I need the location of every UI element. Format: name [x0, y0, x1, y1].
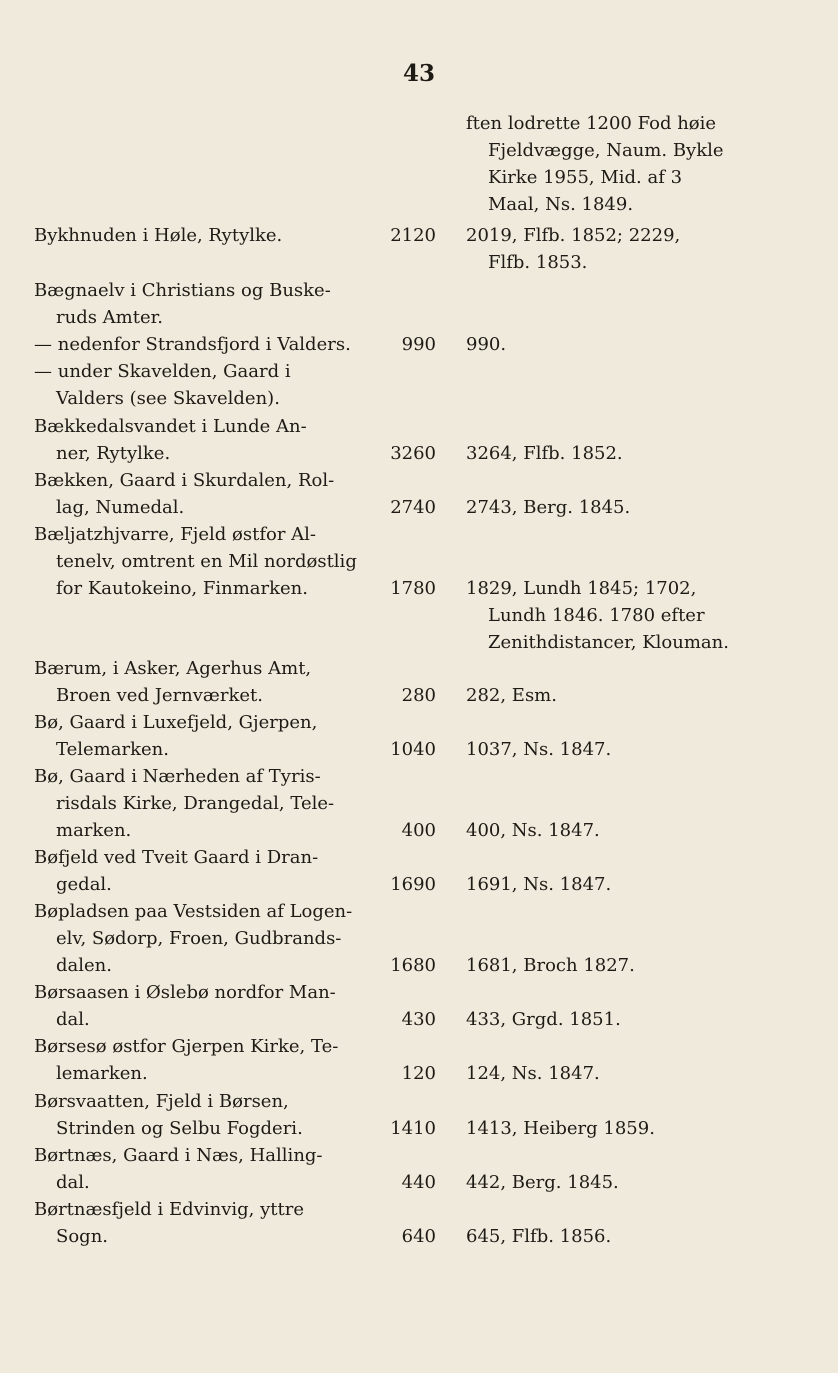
place-line: Bøfjeld ved Tveit Gaard i Dran- — [34, 847, 319, 868]
observation-line: 1681, Broch 1827. — [466, 955, 635, 976]
place-line: Børtnæs, Gaard i Næs, Halling- — [34, 1145, 323, 1166]
place-line: dalen. — [56, 955, 112, 976]
entry-observation — [466, 222, 766, 276]
place-line: Sogn. — [56, 1226, 109, 1247]
entry-observation — [466, 1060, 766, 1087]
observation-line: Fjeldvægge, Naum. Bykle — [488, 140, 724, 161]
place-line: Telemarken. — [56, 739, 169, 760]
entry-height: 2120 — [390, 225, 436, 246]
entry-observation — [466, 817, 766, 844]
place-line: lemarken. — [56, 1063, 148, 1084]
entry-place — [34, 655, 374, 709]
observation-line: 1829, Lundh 1845; 1702, — [466, 578, 697, 599]
entry-observation — [466, 1006, 766, 1033]
entry-height: 2740 — [390, 497, 436, 518]
entry-observation — [466, 1169, 766, 1196]
entry-place — [34, 898, 374, 979]
place-line: Børsesø østfor Gjerpen Kirke, Te- — [34, 1036, 339, 1057]
observation-line: 433, Grgd. 1851. — [466, 1009, 621, 1030]
place-line: Strinden og Selbu Fogderi. — [56, 1118, 303, 1139]
entry-place — [34, 521, 374, 602]
observation-line: 1037, Ns. 1847. — [466, 739, 612, 760]
entry-place — [34, 1088, 374, 1142]
entry-height: 120 — [401, 1063, 436, 1084]
observation-line: Kirke 1955, Mid. af 3 — [488, 167, 683, 188]
entry-height: 280 — [401, 685, 436, 706]
entry-place — [34, 709, 374, 763]
place-line: Børtnæsfjeld i Edvinvig, yttre — [34, 1199, 304, 1220]
place-line: ruds Amter. — [56, 307, 163, 328]
observation-line: 2019, Flfb. 1852; 2229, — [466, 225, 681, 246]
place-line: Bø, Gaard i Luxefjeld, Gjerpen, — [34, 712, 318, 733]
place-line: Bø, Gaard i Nærheden af Tyris- — [34, 766, 321, 787]
page-number: 43 — [402, 60, 435, 87]
entry-height: 990 — [401, 334, 436, 355]
entry-place — [34, 277, 374, 331]
observation-line: ften lodrette 1200 Fod høie — [466, 113, 717, 134]
entry-observation — [466, 331, 766, 358]
observation-line: 124, Ns. 1847. — [466, 1063, 600, 1084]
observation-line: 1413, Heiberg 1859. — [466, 1118, 655, 1139]
place-line: for Kautokeino, Finmarken. — [56, 578, 308, 599]
entry-observation — [466, 682, 766, 709]
observation-line: Lundh 1846. 1780 efter — [488, 605, 705, 626]
place-line: ner, Rytylke. — [56, 443, 171, 464]
place-line: Børsaasen i Øslebø nordfor Man- — [34, 982, 336, 1003]
place-line: gedal. — [56, 874, 112, 895]
entry-observation — [466, 736, 766, 763]
observation-line: 442, Berg. 1845. — [466, 1172, 619, 1193]
place-line: Bykhnuden i Høle, Rytylke. — [34, 225, 283, 246]
place-line: Bærum, i Asker, Agerhus Amt, — [34, 658, 312, 679]
entry-place — [34, 979, 374, 1033]
entry-place — [34, 1142, 374, 1196]
entry-height: 1780 — [390, 578, 436, 599]
place-line: marken. — [56, 820, 132, 841]
entry-place — [34, 222, 374, 249]
place-line: — nedenfor Strandsfjord i Valders. — [34, 334, 351, 355]
observation-line: Flfb. 1853. — [488, 252, 588, 273]
observation-line: 400, Ns. 1847. — [466, 820, 600, 841]
entry-observation — [466, 952, 766, 979]
place-line: Børsvaatten, Fjeld i Børsen, — [34, 1091, 289, 1112]
place-line: Broen ved Jernværket. — [56, 685, 263, 706]
place-line: Bæljatzhjvarre, Fjeld østfor Al- — [34, 524, 317, 545]
entry-place — [34, 358, 374, 412]
entry-height: 430 — [401, 1009, 436, 1030]
place-line: — under Skavelden, Gaard i — [34, 361, 291, 382]
entry-place — [34, 844, 374, 898]
observation-line: 990. — [466, 334, 507, 355]
entry-height: 400 — [401, 820, 436, 841]
observation-line: Zenithdistancer, Klouman. — [488, 632, 729, 653]
entry-observation — [466, 1223, 766, 1250]
place-line: dal. — [56, 1009, 90, 1030]
observation-line: 282, Esm. — [466, 685, 557, 706]
entry-place — [34, 413, 374, 467]
place-line: Bøpladsen paa Vestsiden af Logen- — [34, 901, 353, 922]
entry-observation — [466, 440, 766, 467]
entry-place — [34, 1033, 374, 1087]
entry-observation — [466, 110, 766, 218]
observation-line: 3264, Flfb. 1852. — [466, 443, 623, 464]
observation-line: 2743, Berg. 1845. — [466, 497, 631, 518]
entry-observation — [466, 1115, 766, 1142]
entry-height: 440 — [401, 1172, 436, 1193]
entry-height: 1040 — [390, 739, 436, 760]
entry-observation — [466, 575, 766, 656]
observation-line: Maal, Ns. 1849. — [488, 194, 634, 215]
place-line: elv, Sødorp, Froen, Gudbrands- — [56, 928, 342, 949]
entry-observation — [466, 494, 766, 521]
place-line: Bækkedalsvandet i Lunde An- — [34, 416, 307, 437]
place-line: lag, Numedal. — [56, 497, 185, 518]
place-line: Bægnaelv i Christians og Buske- — [34, 280, 331, 301]
entry-height: 1690 — [390, 874, 436, 895]
entry-height: 640 — [401, 1226, 436, 1247]
observation-line: 645, Flfb. 1856. — [466, 1226, 612, 1247]
place-line: dal. — [56, 1172, 90, 1193]
entry-place — [34, 1196, 374, 1250]
entry-place — [34, 331, 374, 358]
place-line: Valders (see Skavelden). — [56, 388, 280, 409]
entry-place — [34, 763, 374, 844]
entry-place — [34, 467, 374, 521]
entry-height: 3260 — [390, 443, 436, 464]
entry-observation — [466, 871, 766, 898]
observation-line: 1691, Ns. 1847. — [466, 874, 612, 895]
entry-height: 1680 — [390, 955, 436, 976]
place-line: risdals Kirke, Drangedal, Tele- — [56, 793, 335, 814]
entry-height: 1410 — [390, 1118, 436, 1139]
place-line: Bækken, Gaard i Skurdalen, Rol- — [34, 470, 335, 491]
place-line: tenelv, omtrent en Mil nordøstlig — [56, 551, 357, 572]
